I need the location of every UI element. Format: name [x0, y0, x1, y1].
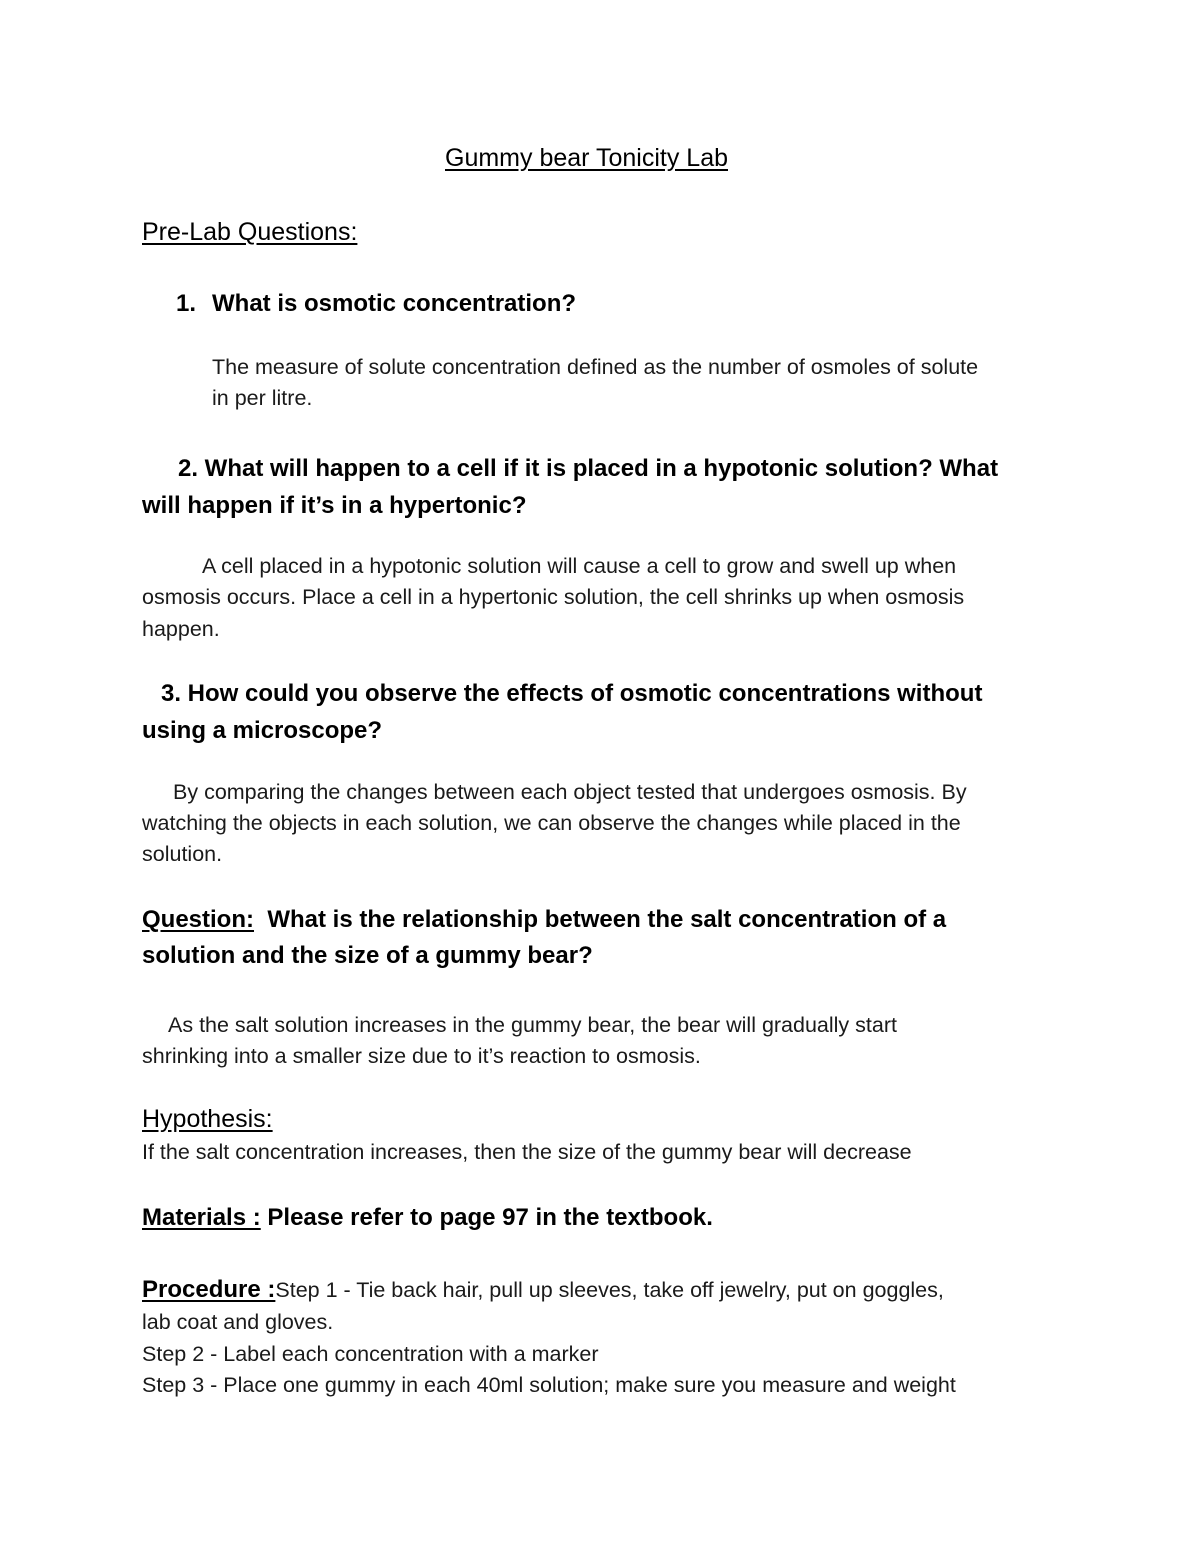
question-answer-line-1: As the salt solution increases in the gummy bear, the bear will gradually start [168, 1013, 897, 1037]
hypothesis-label: Hypothesis: [142, 1105, 273, 1133]
q2-answer-line-3: happen. [142, 617, 220, 641]
q2-answer-line-1: A cell placed in a hypotonic solution will cause a cell to grow and swell up when [202, 554, 957, 578]
q2-answer-line-2: osmosis occurs. Place a cell in a hypertonic solution, the cell shrinks up when osmosis [142, 585, 965, 609]
q3-answer-line-2: watching the objects in each solution, we can observe the changes while placed in the [142, 811, 961, 835]
procedure-step-1: Step 1 - Tie back hair, pull up sleeves, take off jewelry, put on goggles, [275, 1278, 944, 1302]
q3-answer-line-1: By comparing the changes between each object tested that undergoes osmosis. By [173, 780, 967, 804]
q3-answer-line-3: solution. [142, 842, 223, 866]
hypothesis-text: If the salt concentration increases, then the size of the gummy bear will decrease [142, 1140, 912, 1164]
procedure-step-2: Step 2 - Label each concentration with a marker [142, 1342, 599, 1366]
procedure-line-1 [142, 1278, 944, 1302]
q3-question-line-2: using a microscope? [142, 717, 383, 744]
materials-label: Materials : [142, 1204, 261, 1231]
document-title: Gummy bear Tonicity Lab [445, 144, 728, 172]
q1-answer-line-1: The measure of solute concentration defined as the number of osmoles of solute [212, 355, 979, 379]
question-text-line-1: What is the relationship between the salt concentration of a [267, 906, 947, 933]
materials-text: Please refer to page 97 in the textbook. [267, 1204, 713, 1231]
q3-question-line-1: 3. How could you observe the effects of osmotic concentrations without [161, 680, 983, 707]
procedure-step-3: Step 3 - Place one gummy in each 40ml solution; make sure you measure and weight [142, 1373, 956, 1397]
q1-number: 1. [176, 290, 197, 317]
procedure-step-1-cont: lab coat and gloves. [142, 1310, 334, 1334]
question-answer-line-2: shrinking into a smaller size due to it’s reaction to osmosis. [142, 1044, 701, 1068]
q1-question: What is osmotic concentration? [212, 290, 577, 317]
procedure-label: Procedure : [142, 1276, 276, 1303]
q2-question-line-1: 2. What will happen to a cell if it is placed in a hypotonic solution? What [178, 455, 999, 482]
question-text-line-2: solution and the size of a gummy bear? [142, 942, 593, 969]
prelab-heading: Pre-Lab Questions: [142, 218, 358, 246]
q2-question-line-2: will happen if it’s in a hypertonic? [142, 492, 527, 519]
materials-line [142, 1206, 713, 1230]
q1-answer-line-2: in per litre. [212, 386, 313, 410]
question-line-1 [142, 908, 946, 932]
question-label: Question: [142, 906, 254, 933]
